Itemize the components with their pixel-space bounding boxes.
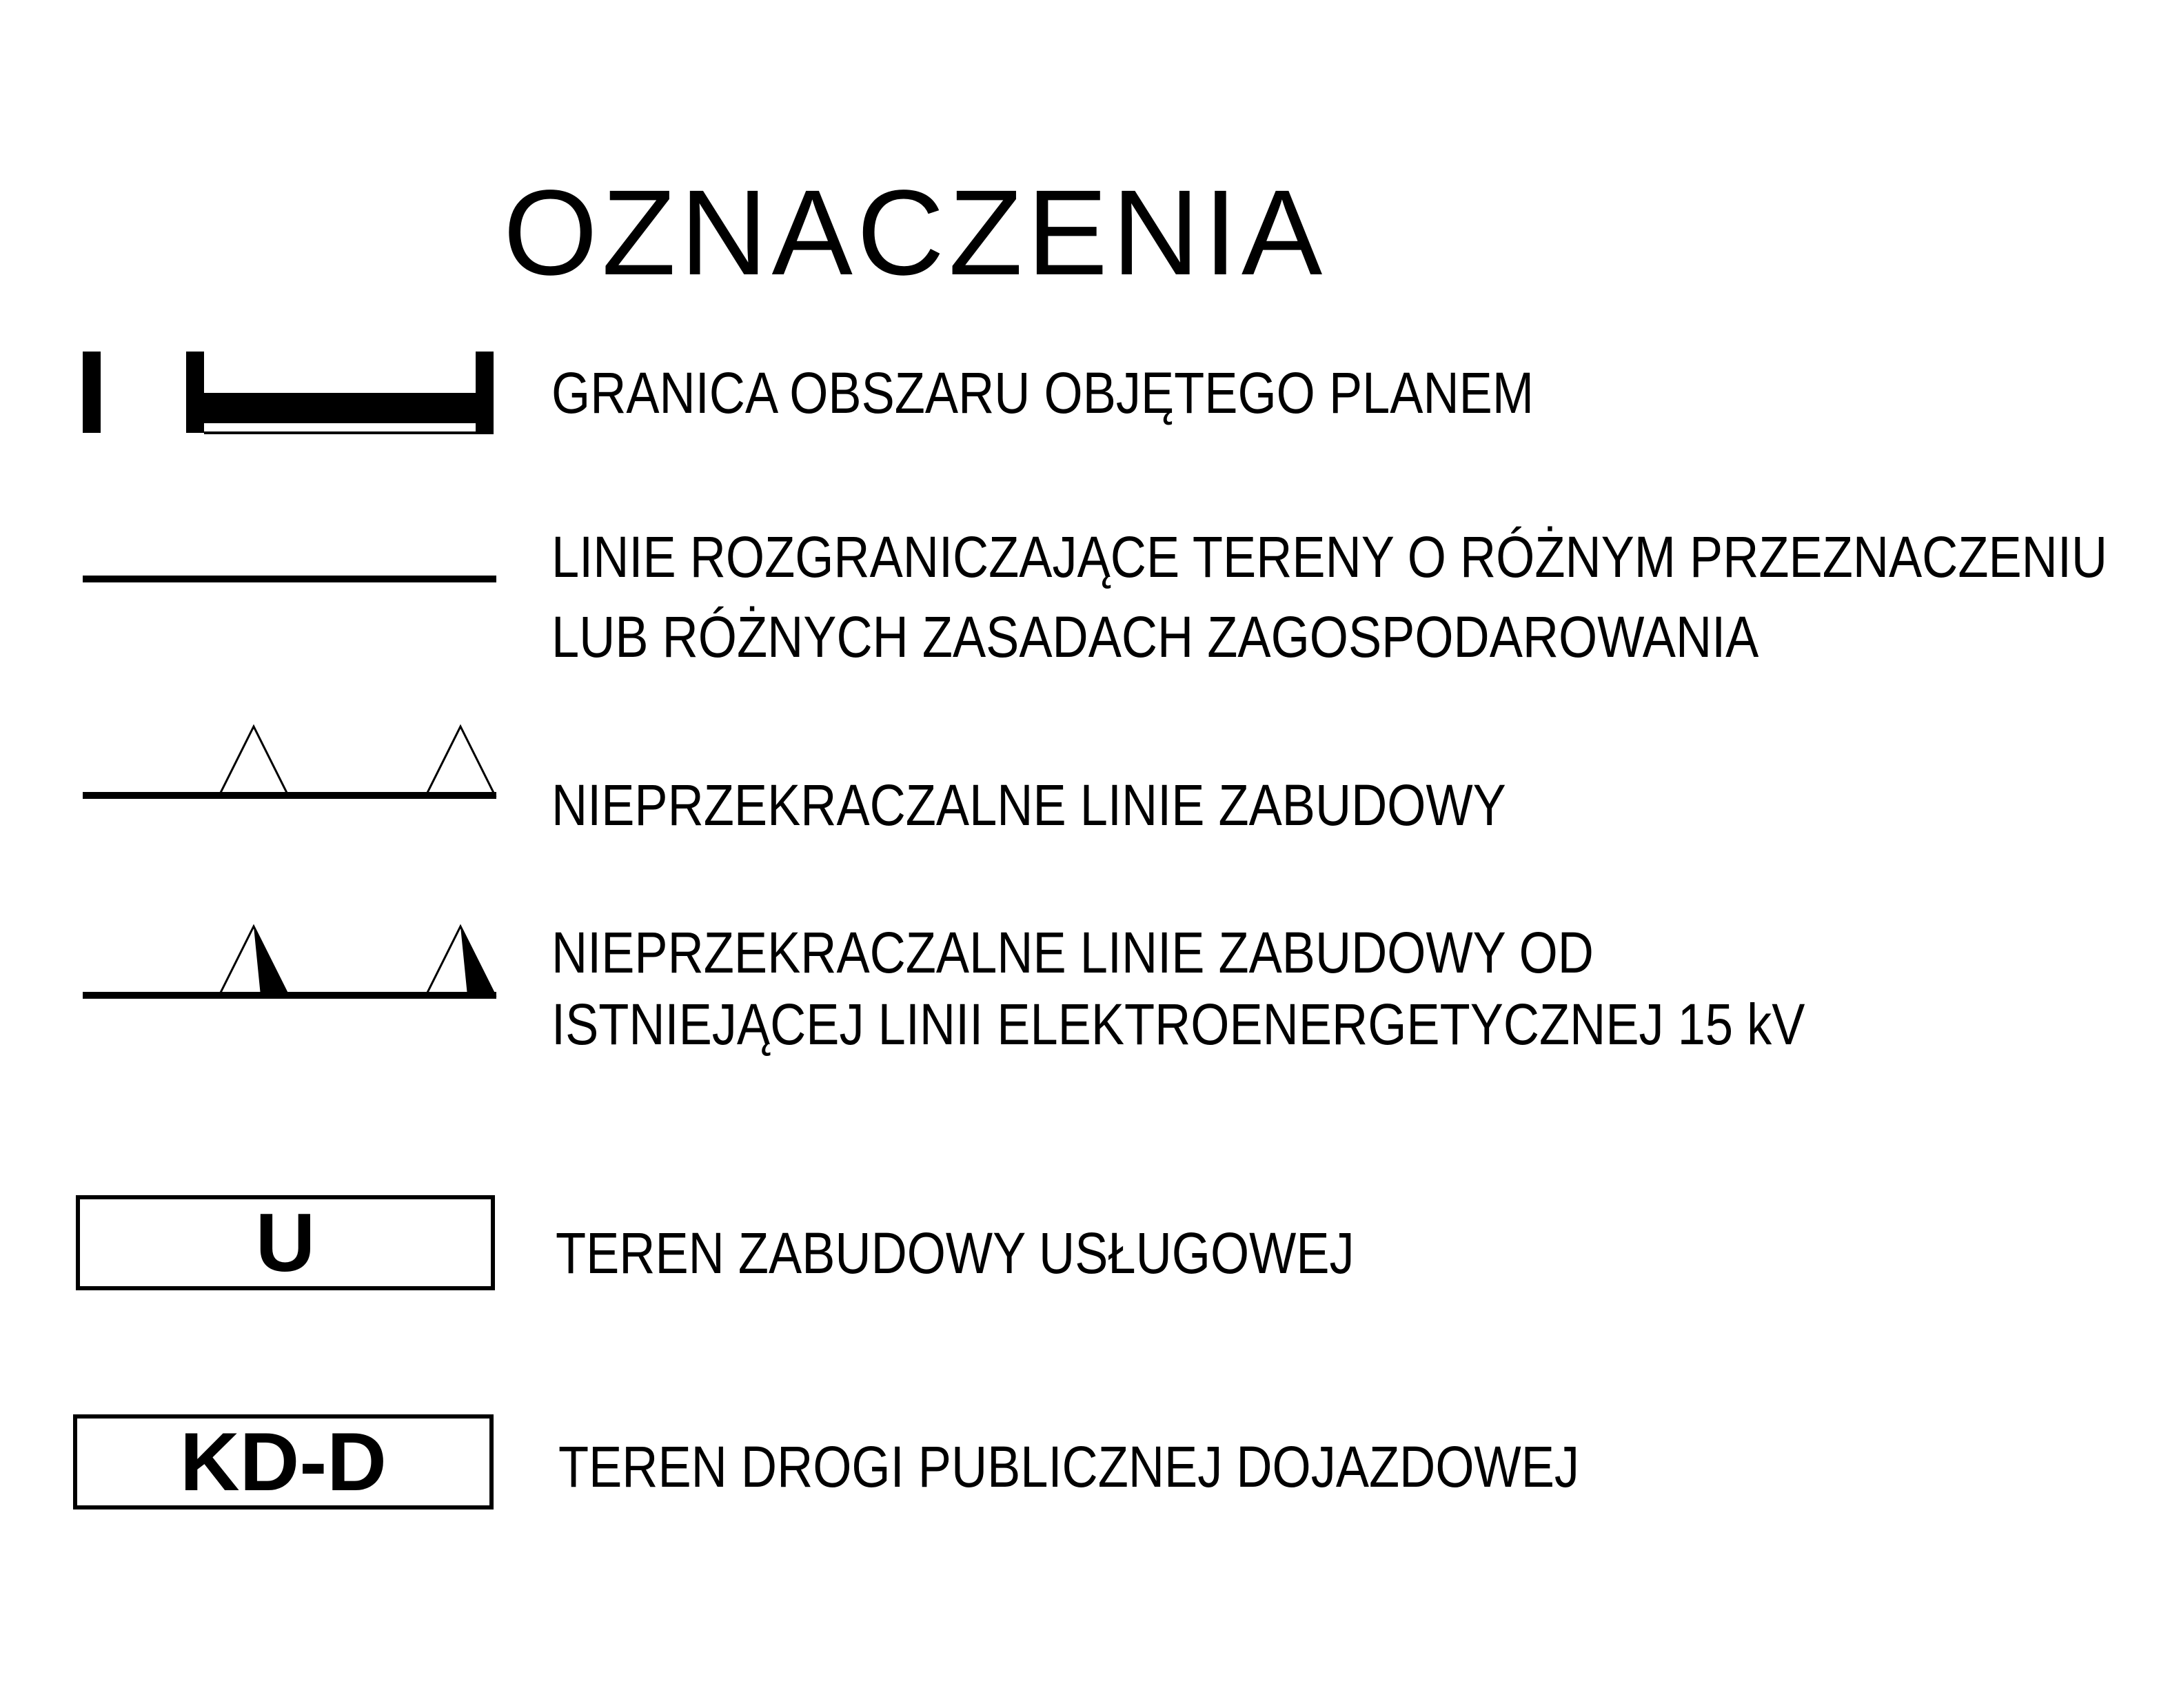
zone-code-box-u: U [76,1195,495,1290]
building-line-open-triangles-symbol [76,717,503,806]
legend-label-demarcation-line-2: LUB RÓŻNYCH ZASADACH ZAGOSPODAROWANIA [551,604,1759,669]
demarcation-line-symbol [76,565,503,593]
legend-label-plan-boundary: GRANICA OBSZARU OBJĘTEGO PLANEM [551,360,1534,425]
legend-label-demarcation-line-1: LINIE ROZGRANICZAJĄCE TERENY O RÓŻNYM PRZEZNACZENIU [551,525,2108,589]
legend-label-service-zone: TEREN ZABUDOWY USŁUGOWEJ [556,1221,1355,1285]
legend-title: OZNACZENIA [503,165,1327,301]
legend-label-building-line: NIEPRZEKRACZALNE LINIE ZABUDOWY [551,773,1506,837]
zone-code-box-kd-d: KD-D [73,1414,494,1509]
legend-label-power-line-building-line-1: NIEPRZEKRACZALNE LINIE ZABUDOWY OD [551,920,1594,985]
legend-label-power-line-building-line-2: ISTNIEJĄCEJ LINII ELEKTROENERGETYCZNEJ 15 kV [551,992,1805,1057]
building-line-half-filled-triangles-symbol [76,917,503,1006]
legend-label-public-access-road: TEREN DROGI PUBLICZNEJ DOJAZDOWEJ [558,1434,1580,1499]
plan-boundary-symbol [76,345,503,441]
